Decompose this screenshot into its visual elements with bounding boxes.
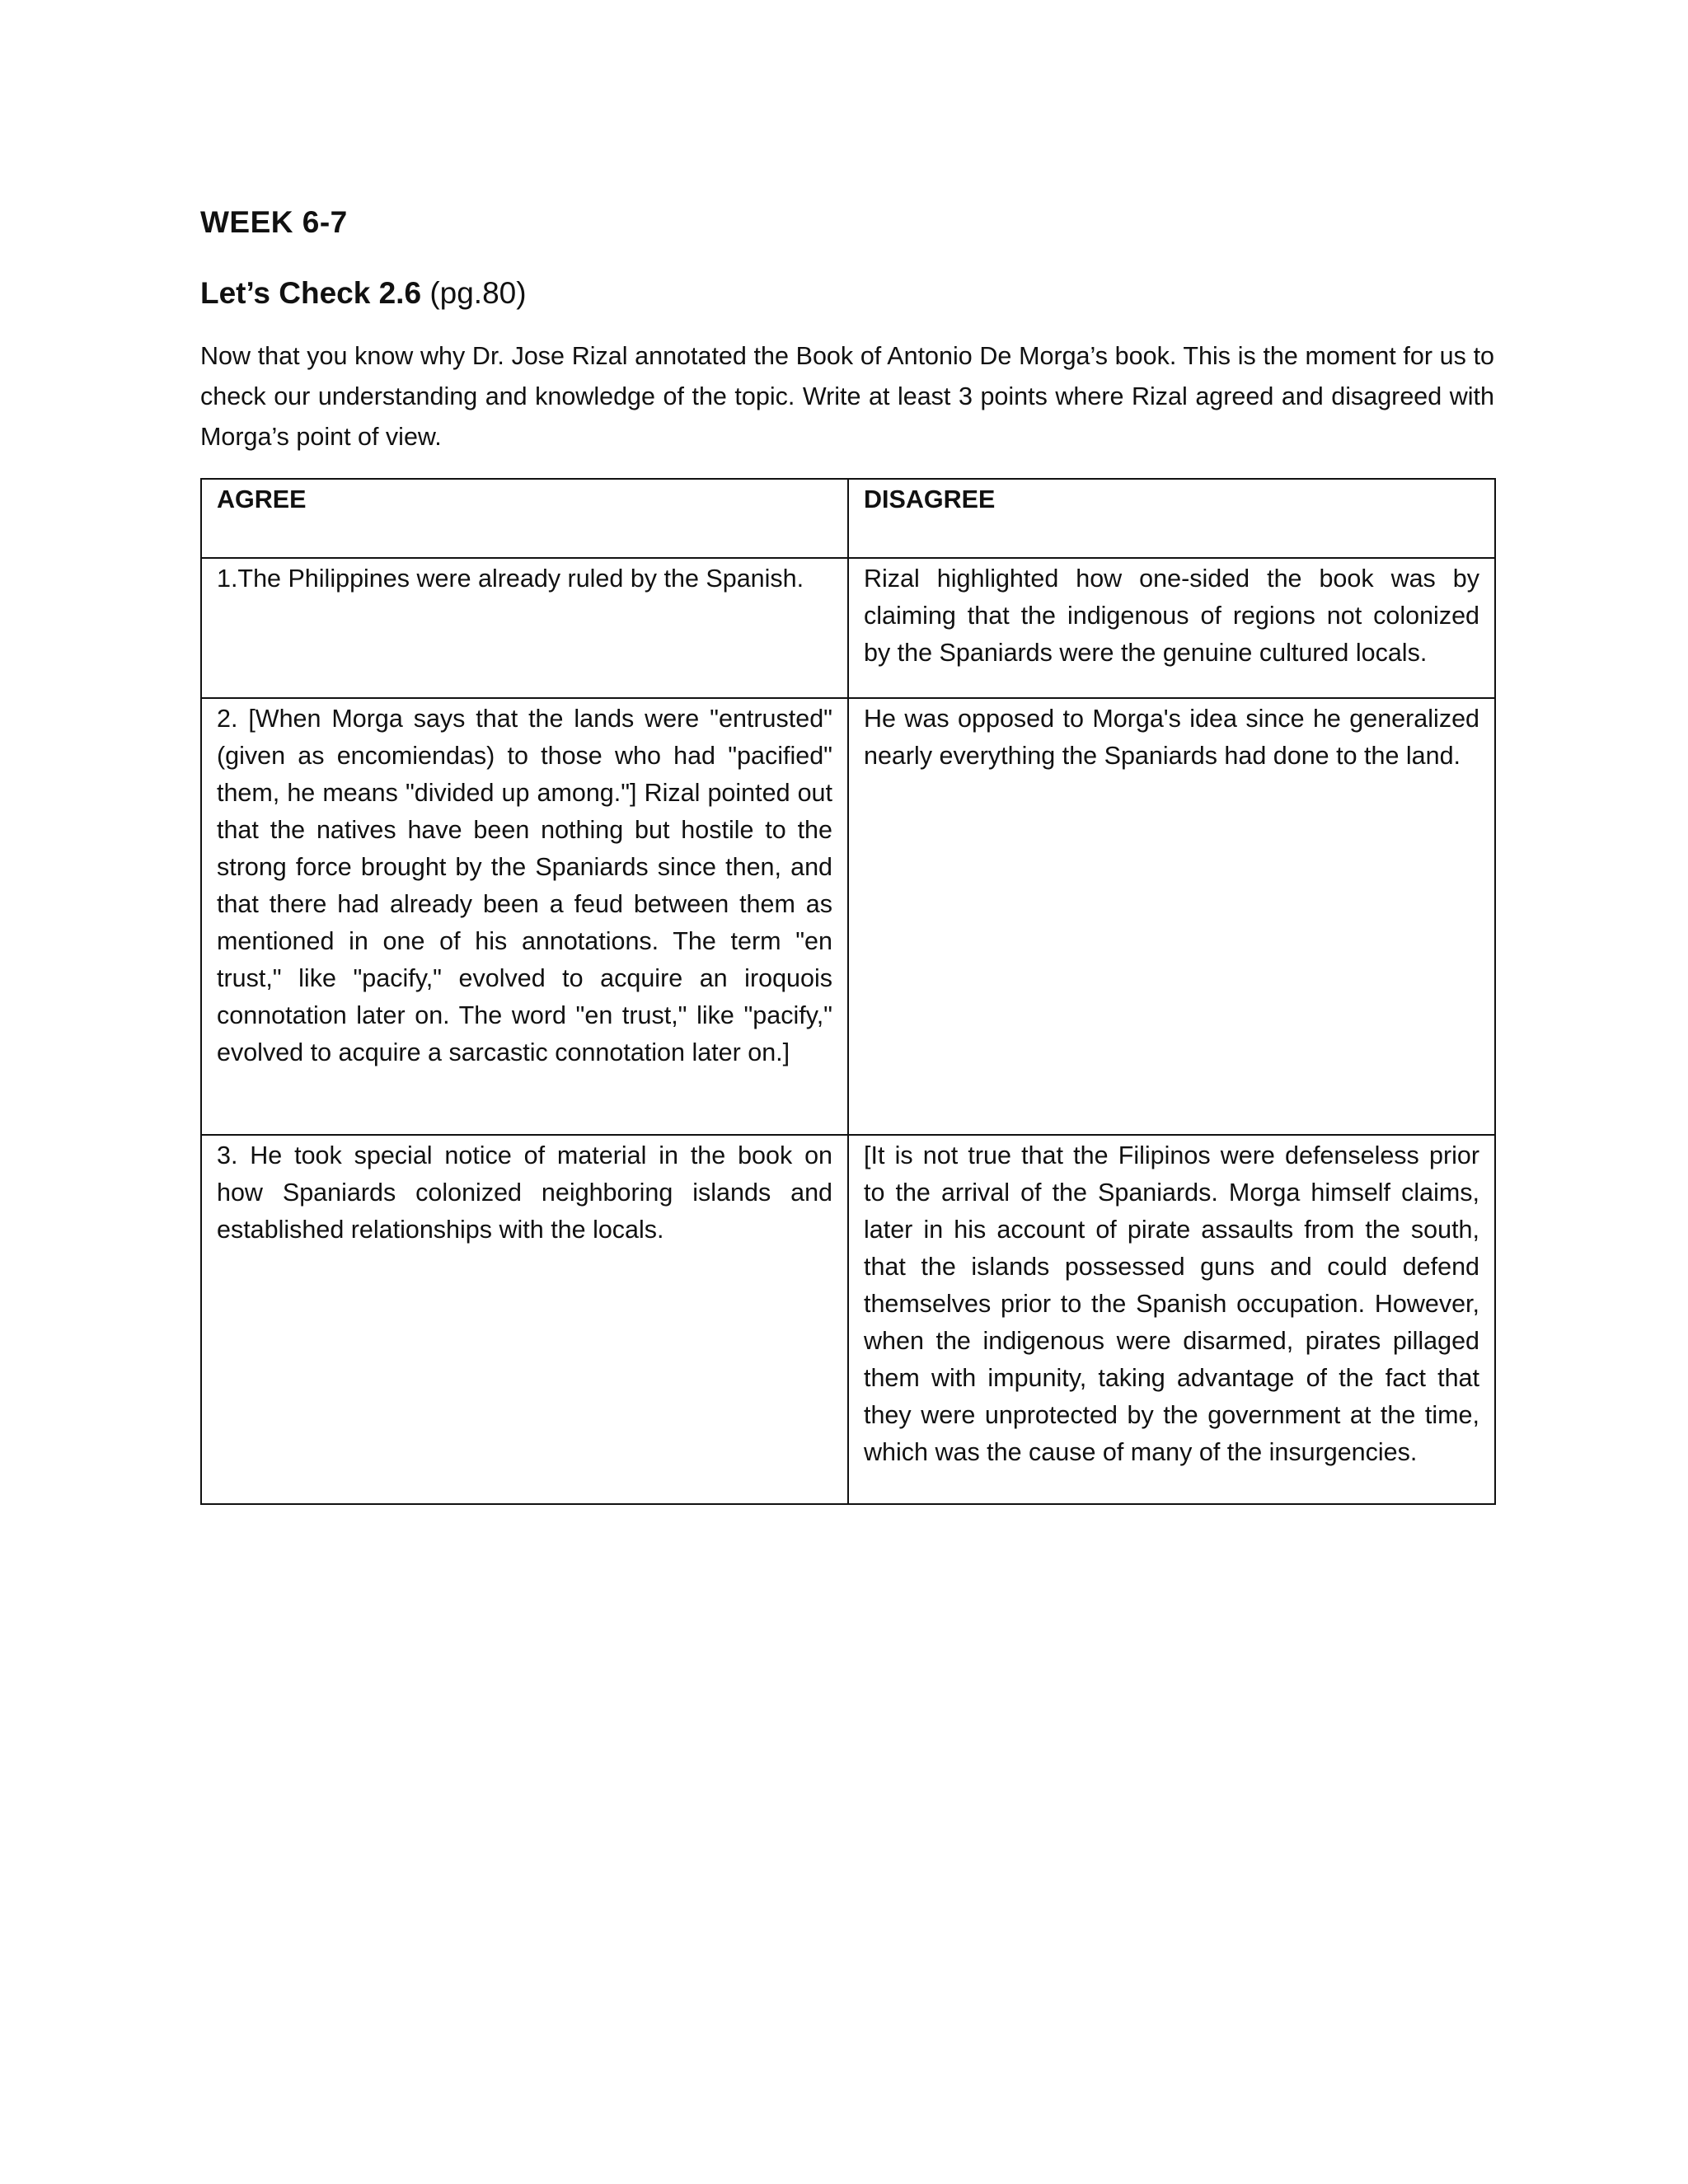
document-page xyxy=(200,198,1494,1505)
table-header-row xyxy=(201,479,1495,558)
check-title: Let’s Check 2.6 xyxy=(200,276,422,310)
check-heading xyxy=(200,269,1494,318)
agree-disagree-table xyxy=(200,478,1496,1505)
agree-cell: 3. He took special notice of material in the book on how Spaniards colonized neighboring islands and established relationships with the locals. xyxy=(201,1135,848,1504)
table-row xyxy=(201,698,1495,1135)
disagree-cell: [It is not true that the Filipinos were defenseless prior to the arrival of the Spaniards. Morga himself claims, later in his account of pirate assaults from the south, that the islands possessed guns and could defend themselves prior to the Spanish occupation. However, when the indigenous were disarmed, pirates pillaged them with impunity, taking advantage of the fact that they were unprotected by the government at the time, which was the cause of many of the insurgencies. xyxy=(848,1135,1495,1504)
agree-cell: 1.The Philippines were already ruled by the Spanish. xyxy=(201,558,848,698)
agree-cell: 2. [When Morga says that the lands were "entrusted" (given as encomiendas) to those who had "pacified" them, he means "divided up among."] Rizal pointed out that the natives have been nothing but hostile to the strong force brought by the Spaniards since then, and that there had already been a feud between them as mentioned in one of his annotations. The term "en trust," like "pacify," evolved to acquire an iroquois connotation later on. The word "en trust," like "pacify," evolved to acquire a sarcastic connotation later on.] xyxy=(201,698,848,1135)
disagree-header: DISAGREE xyxy=(848,479,1495,558)
instructions-paragraph: Now that you know why Dr. Jose Rizal annotated the Book of Antonio De Morga’s book. This is the moment for us to check our understanding and knowledge of the topic. Write at least 3 points where Rizal agreed and disagreed with Morga’s point of view. xyxy=(200,342,1494,451)
disagree-cell: He was opposed to Morga's idea since he generalized nearly everything the Spaniards had done to the land. xyxy=(848,698,1495,1135)
check-page-reference: (pg.80) xyxy=(429,276,527,310)
agree-header: AGREE xyxy=(201,479,848,558)
disagree-cell: Rizal highlighted how one-sided the book was by claiming that the indigenous of regions not colonized by the Spaniards were the genuine cultured locals. xyxy=(848,558,1495,698)
table-row xyxy=(201,558,1495,698)
week-heading: WEEK 6-7 xyxy=(200,205,348,239)
table-row xyxy=(201,1135,1495,1504)
